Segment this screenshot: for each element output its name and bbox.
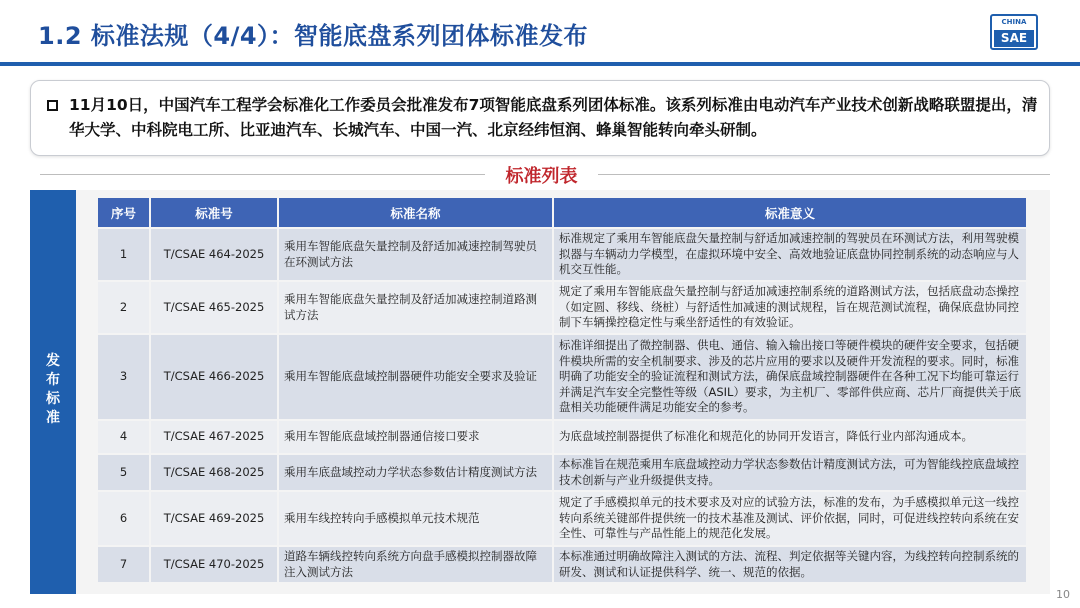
page-number: 10 — [1056, 588, 1070, 601]
table-row — [98, 490, 1026, 545]
logo-bottom-text: SAE — [994, 30, 1034, 47]
side-label — [30, 190, 76, 594]
cell-name: 乘用车底盘域控动力学状态参数估计精度测试方法 — [279, 453, 554, 490]
cell-no: 3 — [98, 333, 151, 419]
side-label-char: 发 — [46, 353, 60, 369]
intro-text: 11月10日，中国汽车工程学会标准化工作委员会批准发布7项智能底盘系列团体标准。该系列标准由电动汽车产业技术创新战略联盟提出，清华大学、中科院电工所、比亚迪汽车、长城汽车、中国一汽、北京经纬恒润、蜂巢智能转向牵头研制。 — [69, 96, 1038, 139]
cell-significance: 规定了乘用车智能底盘矢量控制与舒适加减速控制系统的道路测试方法，包括底盘动态操控（如定圆、移线、绕桩）与舒适性加减速的测试规程，旨在规范测试流程，确保底盘协同控制下车辆操控稳定性与乘坐舒适性的有效验证。 — [554, 280, 1026, 333]
cell-code: T/CSAE 465-2025 — [151, 280, 279, 333]
cell-no: 2 — [98, 280, 151, 333]
table-row — [98, 333, 1026, 419]
cell-no: 6 — [98, 490, 151, 545]
table-row — [98, 280, 1026, 333]
cell-no: 5 — [98, 453, 151, 490]
standards-table — [98, 198, 1026, 582]
page-title: 1.2 标准法规（4/4）：智能底盘系列团体标准发布 — [38, 22, 589, 50]
cell-code: T/CSAE 466-2025 — [151, 333, 279, 419]
cell-code: T/CSAE 467-2025 — [151, 419, 279, 453]
table-row — [98, 453, 1026, 490]
china-sae-logo — [990, 14, 1038, 50]
cell-name: 乘用车智能底盘域控制器硬件功能安全要求及验证 — [279, 333, 554, 419]
section-divider-right — [598, 174, 1050, 175]
side-label-char: 标 — [46, 391, 60, 407]
side-label-text — [30, 352, 76, 428]
cell-significance: 为底盘域控制器提供了标准化和规范化的协同开发语言，降低行业内部沟通成本。 — [554, 419, 1026, 453]
table-row — [98, 227, 1026, 280]
cell-code: T/CSAE 469-2025 — [151, 490, 279, 545]
side-label-char: 准 — [46, 410, 60, 426]
table-row — [98, 419, 1026, 453]
cell-name: 乘用车智能底盘矢量控制及舒适加减速控制驾驶员在环测试方法 — [279, 227, 554, 280]
header-no: 序号 — [98, 198, 151, 227]
intro-box — [30, 80, 1050, 156]
cell-significance: 本标准通过明确故障注入测试的方法、流程、判定依据等关键内容，为线控转向控制系统的研发、测试和认证提供科学、统一、规范的依据。 — [554, 545, 1026, 582]
cell-name: 乘用车线控转向手感模拟单元技术规范 — [279, 490, 554, 545]
header-name: 标准名称 — [279, 198, 554, 227]
side-label-char: 布 — [46, 372, 60, 388]
cell-significance: 规定了手感模拟单元的技术要求及对应的试验方法，标准的发布，为手感模拟单元这一线控转向系统关键部件提供统一的技术基准及测试、评价依据，同时，可促进线控转向系统在安全性、可靠性与产品性能上的规范化发展。 — [554, 490, 1026, 545]
cell-code: T/CSAE 464-2025 — [151, 227, 279, 280]
cell-significance: 标准详细提出了微控制器、供电、通信、输入输出接口等硬件模块的硬件安全要求，包括硬件模块所需的安全机制要求、涉及的芯片应用的要求以及硬件开发流程的要求。同时，标准明确了功能安全的验证流程和测试方法，确保底盘域控制器硬件在各种工况下均能可靠运行并满足汽车安全完整性等级（ASIL）要求，为主机厂、零部件供应商、芯片厂商提供关于底盘相关功能硬件满足功能安全的参考。 — [554, 333, 1026, 419]
cell-no: 4 — [98, 419, 151, 453]
header-code: 标准号 — [151, 198, 279, 227]
cell-significance: 标准规定了乘用车智能底盘矢量控制与舒适加减速控制的驾驶员在环测试方法，利用驾驶模拟器与车辆动力学模型，在虚拟环境中安全、高效地验证底盘协同控制系统的动态响应与人机交互性能。 — [554, 227, 1026, 280]
title-bar — [0, 0, 1080, 66]
cell-name: 乘用车智能底盘域控制器通信接口要求 — [279, 419, 554, 453]
cell-code: T/CSAE 470-2025 — [151, 545, 279, 582]
title-divider — [0, 62, 1080, 66]
cell-significance: 本标准旨在规范乘用车底盘域控动力学状态参数估计精度测试方法，可为智能线控底盘域控技术创新与产业升级提供支持。 — [554, 453, 1026, 490]
logo-top-text: CHINA — [1001, 18, 1027, 26]
standards-table-panel — [76, 190, 1050, 594]
section-divider-left — [40, 174, 485, 175]
cell-no: 1 — [98, 227, 151, 280]
cell-name: 道路车辆线控转向系统方向盘手感模拟控制器故障注入测试方法 — [279, 545, 554, 582]
table-header-row — [98, 198, 1026, 227]
section-title: 标准列表 — [505, 166, 578, 187]
cell-name: 乘用车智能底盘矢量控制及舒适加减速控制道路测试方法 — [279, 280, 554, 333]
cell-code: T/CSAE 468-2025 — [151, 453, 279, 490]
table-row — [98, 545, 1026, 582]
header-significance: 标准意义 — [554, 198, 1026, 227]
cell-no: 7 — [98, 545, 151, 582]
square-bullet-icon — [47, 100, 58, 111]
